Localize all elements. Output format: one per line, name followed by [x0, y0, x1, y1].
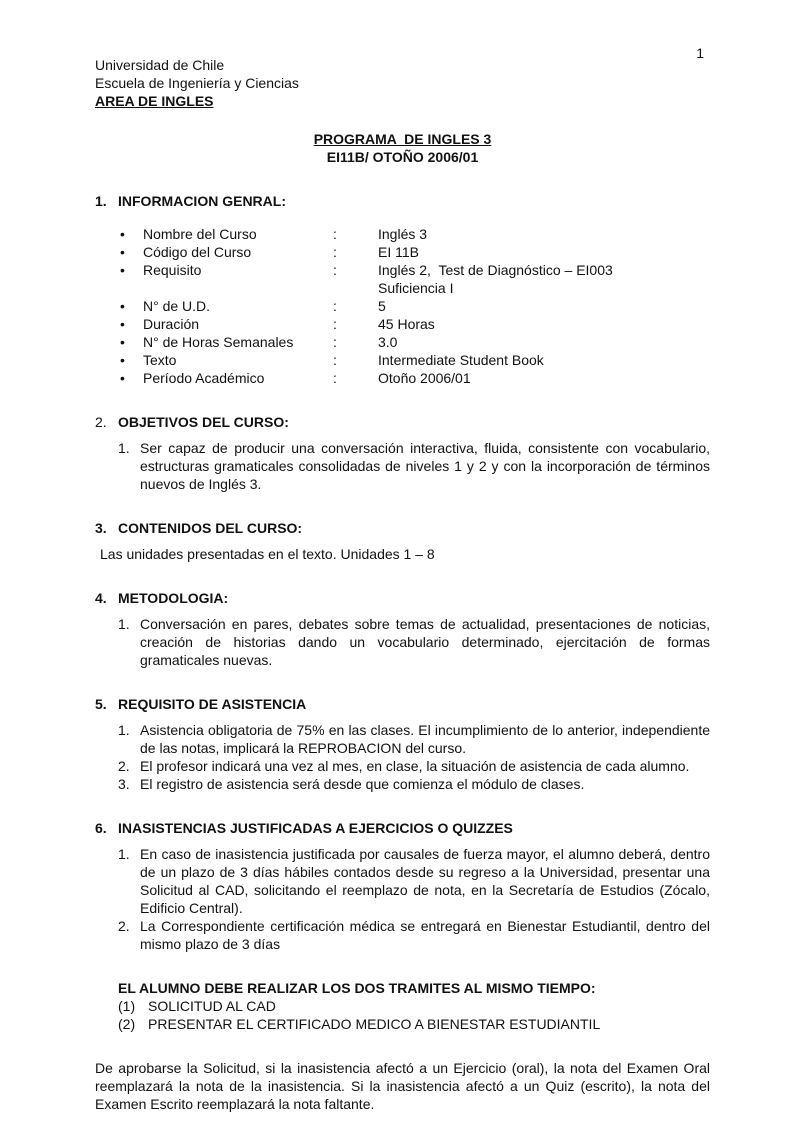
- bullet-icon: •: [120, 370, 125, 386]
- document-header: [95, 56, 710, 110]
- section-metodologia: [95, 589, 710, 669]
- section-title: OBJETIVOS DEL CURSO:: [118, 414, 289, 430]
- section-title: INFORMACION GENRAL:: [118, 193, 286, 209]
- list-item: [118, 757, 710, 775]
- section-inasistencias: [95, 819, 710, 1113]
- section-title: REQUISITO DE ASISTENCIA: [118, 696, 307, 712]
- tramites-block: [118, 979, 710, 1033]
- tramite-text: PRESENTAR EL CERTIFICADO MEDICO A BIENESTAR ESTUDIANTIL: [148, 1016, 601, 1032]
- item-number: 1.: [118, 722, 130, 738]
- numbered-list: [95, 845, 710, 953]
- item-number: 2.: [118, 918, 130, 934]
- numbered-list: [95, 721, 710, 793]
- bullet-icon: •: [120, 334, 125, 350]
- section-heading: [95, 192, 710, 210]
- info-colon: :: [333, 262, 337, 278]
- section-heading: [95, 819, 710, 837]
- bullet-icon: •: [120, 244, 125, 260]
- item-text: El profesor indicará una vez al mes, en clase, la situación de asistencia de cada alumno.: [140, 758, 690, 774]
- tramites-heading: EL ALUMNO DEBE REALIZAR LOS DOS TRAMITES AL MISMO TIEMPO:: [118, 980, 596, 996]
- section-body: Las unidades presentadas en el texto. Unidades 1 – 8: [100, 546, 435, 562]
- page-number: 1: [696, 45, 704, 61]
- org-name: Universidad de Chile: [95, 57, 225, 73]
- program-title: PROGRAMA DE INGLES 3: [313, 131, 492, 147]
- list-item: [118, 721, 710, 757]
- info-row: [120, 315, 710, 333]
- info-row: [120, 225, 710, 243]
- list-item: [118, 845, 710, 917]
- section-informacion: [95, 192, 710, 387]
- list-item: [118, 775, 710, 793]
- list-item: [118, 439, 710, 493]
- section-contenidos: [95, 519, 710, 563]
- area-heading: AREA DE INGLES: [95, 93, 214, 109]
- info-row: [120, 297, 710, 315]
- info-label: Texto: [143, 352, 177, 368]
- item-text: Asistencia obligatoria de 75% en las clases. El incumplimiento de lo anterior, independiente de las notas, implicará la REPROBACION del curso.: [140, 722, 710, 756]
- closing-paragraph: De aprobarse la Solicitud, si la inasistencia afectó a un Ejercicio (oral), la nota del Examen Oral reemplazará la nota de la inasistencia. Si la inasistencia afectó a un Quiz (escrito), la nota del Examen Escrito reemplazará la nota faltante.: [95, 1060, 710, 1112]
- bullet-icon: •: [120, 352, 125, 368]
- list-item: [118, 917, 710, 953]
- info-value: 5: [378, 298, 386, 314]
- info-value: Inglés 3: [378, 226, 428, 242]
- info-value: EI 11B: [378, 244, 419, 260]
- program-code: EI11B/ OTOÑO 2006/01: [326, 149, 479, 165]
- section-asistencia: [95, 695, 710, 793]
- info-value: 45 Horas: [378, 316, 435, 332]
- item-text: La Correspondiente certificación médica se entregará en Bienestar Estudiantil, dentro del mismo plazo de 3 días: [140, 918, 710, 952]
- info-label: Duración: [143, 316, 200, 332]
- bullet-icon: •: [120, 262, 125, 278]
- section-title: METODOLOGIA:: [118, 590, 229, 606]
- tramite-text: SOLICITUD AL CAD: [148, 998, 276, 1014]
- section-heading: [95, 695, 710, 713]
- info-colon: :: [333, 244, 337, 260]
- item-text: Conversación en pares, debates sobre temas de actualidad, presentaciones de noticias, creación de historias dando un vocabulario determinado, ejercitación de formas gramaticales nuevas.: [140, 616, 710, 668]
- info-colon: :: [333, 370, 337, 386]
- school-name: Escuela de Ingeniería y Ciencias: [95, 75, 299, 91]
- item-number: 3.: [118, 776, 130, 792]
- section-number: 2.: [95, 414, 107, 430]
- item-text: En caso de inasistencia justificada por causales de fuerza mayor, el alumno deberá, dentro de un plazo de 3 días hábiles contados desde su regreso a la Universidad, presentar una Solicitud al CAD, solicitando el reemplazo de nota, en la Secretaría de Estudios (Zócalo, Edificio Central).: [140, 846, 710, 916]
- info-list: [95, 225, 710, 387]
- info-label: Nombre del Curso: [143, 226, 257, 242]
- info-row: [120, 261, 710, 297]
- section-heading: [95, 413, 710, 431]
- info-colon: :: [333, 352, 337, 368]
- bullet-icon: •: [120, 316, 125, 332]
- info-value: Intermediate Student Book: [378, 352, 544, 368]
- section-heading: [95, 589, 710, 607]
- info-colon: :: [333, 334, 337, 350]
- numbered-list: [95, 439, 710, 493]
- bullet-icon: •: [120, 226, 125, 242]
- section-title: INASISTENCIAS JUSTIFICADAS A EJERCICIOS O QUIZZES: [118, 820, 513, 836]
- info-row: [120, 369, 710, 387]
- info-label: N° de Horas Semanales: [143, 334, 294, 350]
- info-label: Código del Curso: [143, 244, 252, 260]
- info-row: [120, 243, 710, 261]
- info-row: [120, 333, 710, 351]
- item-number: 2.: [118, 758, 130, 774]
- info-value: 3.0: [378, 334, 398, 350]
- info-row: [120, 351, 710, 369]
- info-colon: :: [333, 226, 337, 242]
- item-number: 1.: [118, 616, 130, 632]
- tramite-row: [118, 1015, 710, 1033]
- section-number: 4.: [95, 590, 107, 606]
- list-item: [118, 615, 710, 669]
- section-number: 6.: [95, 820, 107, 836]
- tramite-number: (2): [118, 1016, 136, 1032]
- tramite-row: [118, 997, 710, 1015]
- info-colon: :: [333, 298, 337, 314]
- numbered-list: [95, 615, 710, 669]
- section-title: CONTENIDOS DEL CURSO:: [118, 520, 303, 536]
- info-label: Período Académico: [143, 370, 265, 386]
- info-value: Inglés 2, Test de Diagnóstico – EI003 Suficiencia I: [378, 262, 613, 296]
- section-number: 1.: [95, 193, 107, 209]
- section-number: 3.: [95, 520, 107, 536]
- item-number: 1.: [118, 440, 130, 456]
- info-label: N° de U.D.: [143, 298, 211, 314]
- section-objetivos: [95, 413, 710, 493]
- title-block: [95, 130, 710, 166]
- tramite-number: (1): [118, 998, 136, 1014]
- info-colon: :: [333, 316, 337, 332]
- info-label: Requisito: [143, 262, 202, 278]
- section-heading: [95, 519, 710, 537]
- item-text: El registro de asistencia será desde que comienza el módulo de clases.: [140, 776, 585, 792]
- bullet-icon: •: [120, 298, 125, 314]
- section-number: 5.: [95, 696, 107, 712]
- item-number: 1.: [118, 846, 130, 862]
- item-text: Ser capaz de producir una conversación interactiva, fluida, consistente con vocabulario, estructuras gramaticales consolidadas de niveles 1 y 2 y con la incorporación de términos nuevos de Inglés 3.: [140, 440, 710, 492]
- info-value: Otoño 2006/01: [378, 370, 471, 386]
